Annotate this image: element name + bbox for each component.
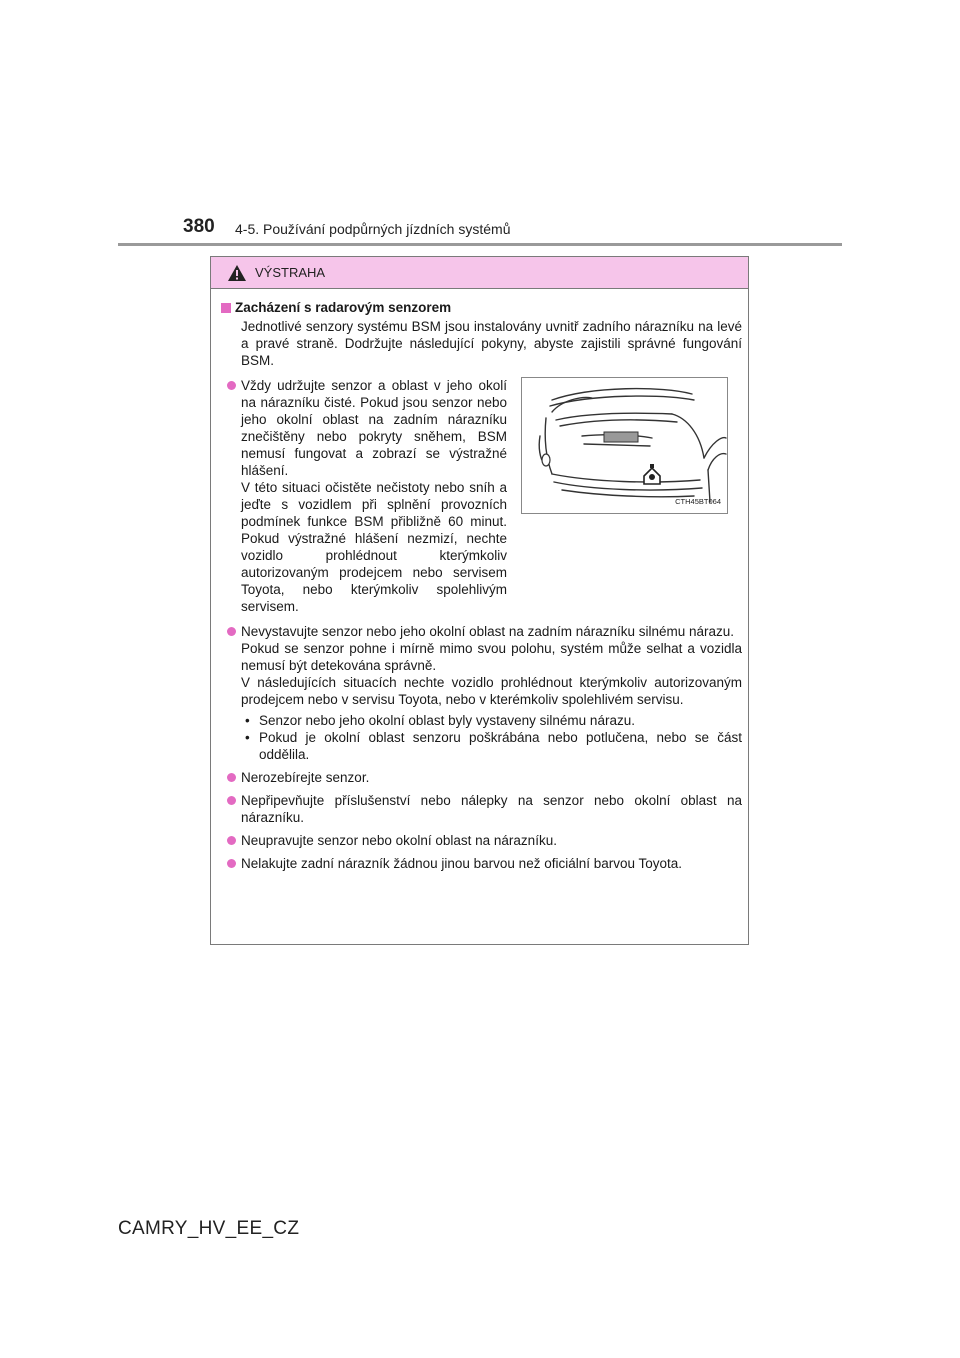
list-item <box>221 792 742 826</box>
bullet-text: Nerozebírejte senzor. <box>241 770 370 785</box>
sub-bullet: • <box>245 713 250 728</box>
warning-header <box>211 257 748 289</box>
header-rule <box>118 243 842 246</box>
sub-item-text: Senzor nebo jeho okolní oblast byly vystaveny silnému nárazu. <box>259 713 635 728</box>
sub-item-text: Pokud je okolní oblast senzoru poškrábána nebo potlučena, nebo se část oddělila. <box>259 730 742 762</box>
warning-heading-text: Zacházení s radarovým senzorem <box>235 300 452 315</box>
model-code: CAMRY_HV_EE_CZ <box>118 1218 300 1239</box>
warning-triangle-icon <box>227 264 247 282</box>
list-item <box>221 623 742 708</box>
warning-body <box>211 289 748 872</box>
list-item <box>221 855 742 872</box>
bullet-dot-icon <box>227 836 236 845</box>
list-item <box>221 769 742 786</box>
bullet-text: Vždy udržujte senzor a oblast v jeho okolí na nárazníku čisté. Pokud jsou senzor nebo jeho okolní oblast na zadním nárazníku znečištěny nebo pokryty sněhem, BSM nemusí fungovat a zobrazí se výstražné hlášení. <box>241 378 507 478</box>
bullet-text: Neupravujte senzor nebo okolní oblast na nárazníku. <box>241 833 557 848</box>
rear-bumper-figure <box>521 377 728 514</box>
warning-label: VÝSTRAHA <box>255 265 326 280</box>
warning-heading <box>221 299 742 316</box>
list-item <box>221 832 742 849</box>
sub-list <box>241 712 742 763</box>
figure-code: CTH45BT064 <box>675 497 721 506</box>
bullet-dot-icon <box>227 796 236 805</box>
page-number: 380 <box>183 216 215 237</box>
bullet-dot-icon <box>227 859 236 868</box>
sub-list-item <box>241 729 742 763</box>
warning-box <box>210 256 749 945</box>
bullet-dot-icon <box>227 627 236 636</box>
bullet-text: Nepřipevňujte příslušenství nebo nálepky na senzor nebo okolní oblast na nárazníku. <box>241 793 742 825</box>
square-bullet-icon <box>221 303 231 313</box>
sub-bullet: • <box>245 730 250 745</box>
bullet-dot-icon <box>227 381 236 390</box>
list-item <box>221 377 507 615</box>
bullet-text: Nevystavujte senzor nebo jeho okolní oblast na zadním nárazníku silnému nárazu. <box>241 624 735 639</box>
bullet-text: V této situaci očistěte nečistoty nebo sníh a jeďte s vozidlem při splnění provozních podmínek funkce BSM přibližně 60 minut. Pokud výstražné hlášení nezmizí, nechte vozidlo prohlédnout kterýmkoliv autorizovaným prodejcem nebo servisem Toyota, nebo kterýmkoliv spolehlivým servisem. <box>241 480 507 614</box>
bullet-dot-icon <box>227 773 236 782</box>
warning-intro: Jednotlivé senzory systému BSM jsou instalovány uvnitř zadního nárazníku na levé a pravé straně. Dodržujte následující pokyny, abyste zajistili správné fungování BSM. <box>241 319 742 368</box>
bullet-with-figure <box>221 377 742 615</box>
sub-list-item <box>241 712 742 729</box>
section-title: 4-5. Používání podpůrných jízdních systémů <box>235 221 511 237</box>
bullet-text: V následujících situacích nechte vozidlo prohlédnout kterýmkoliv autorizovaným prodejcem nebo v servisu Toyota, nebo v kterémkoliv spolehlivém servisu. <box>241 675 742 707</box>
bullet-text: Pokud se senzor pohne i mírně mimo svou polohu, systém může selhat a vozidla nemusí být detekována správně. <box>241 641 742 673</box>
bullet-text: Nelakujte zadní nárazník žádnou jinou barvou než oficiální barvou Toyota. <box>241 856 683 871</box>
